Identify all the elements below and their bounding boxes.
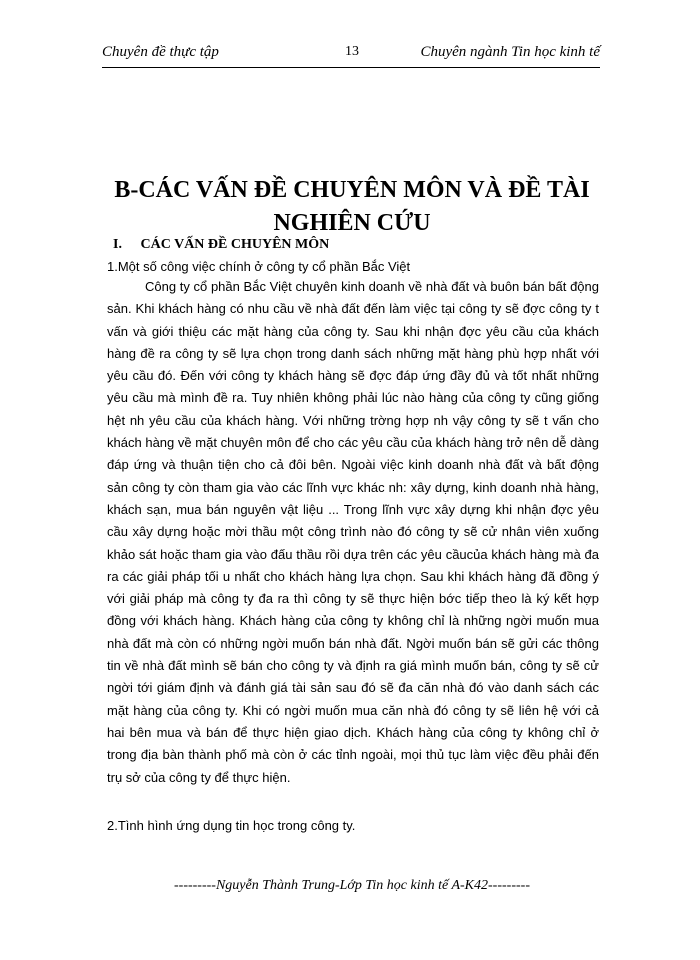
page-number: 13	[345, 44, 359, 59]
header-divider	[102, 67, 600, 68]
title-line-1: B-CÁC VẤN ĐỀ CHUYÊN MÔN VÀ ĐỀ TÀI	[114, 177, 590, 203]
section-number: I.	[113, 237, 122, 252]
subsection-heading-1: 1.Một số công việc chính ở công ty cổ phần Bắc Việt	[107, 259, 411, 274]
page-header	[102, 44, 600, 66]
section-title: CÁC VẤN ĐỀ CHUYÊN MÔN	[140, 237, 330, 252]
header-left-text: Chuyên đề thực tập	[102, 44, 219, 60]
title-line-2: NGHIÊN CỨU	[273, 210, 431, 236]
subsection-heading-2: 2.Tình hình ứng dụng tin học trong công ty.	[107, 818, 356, 833]
section-heading	[113, 237, 329, 253]
body-paragraph: Công ty cổ phần Bắc Việt chuyên kinh doanh về nhà đất và buôn bán bất động sản. Khi khách hàng có nhu cầu về nhà đất đến làm việc tại công ty sẽ đợc công ty t vấn và giới thiệu các mặt hàng của công ty. Sau khi nhận đợc yêu cầu của khách hàng đề ra công ty sẽ lựa chọn trong danh sách những mặt hàng phù hợp nhất với yêu cầu đó. Đến với công ty khách hàng sẽ đợc đáp ứng đầy đủ và tốt nhất những yêu cầu mà mình đề ra. Tuy nhiên không phải lúc nào hàng của công ty cũng giống hệt nh yêu cầu của khách hàng. Với những trờng hợp nh vậy công ty sẽ t vấn cho khách hàng về mặt chuyên môn để cho các yêu cầu của khách hàng trở nên dễ dàng đáp ứng và thuận tiện cho cả đôi bên. Ngoài việc kinh doanh nhà đất và bất động sản công ty còn tham gia vào các lĩnh vực khác nh: xây dựng, kinh doanh nhà hàng, khách sạn, mua bán nguyên vật liệu ... Trong lĩnh vực xây dựng khi nhận đợc yêu cầu xây dựng hoặc mời thầu một công trình nào đó công ty sẽ cử nhân viên xuống khảo sát hoặc tham gia vào đấu thầu rồi dựa trên các yêu cầucủa khách hàng mà đa ra các giải pháp tối u nhất cho khách hàng lựa chọn. Sau khi khách hàng đã đồng ý với giải pháp mà công ty đa ra thì công ty sẽ thực hiện bớc tiếp theo là ký kết hợp đồng với khách hàng. Khách hàng của công ty không chỉ là những ngời muốn mua nhà đất mà còn có những ngời muốn bán nhà đất. Ngời muốn bán sẽ gửi các thông tin về nhà đất mình sẽ bán cho công ty và định ra giá mình muốn bán, công ty sẽ cử ngời tới giám định và đánh giá tài sản sau đó sẽ đa căn nhà đó vào danh sách các mặt hàng của công ty. Khi có ngời muốn mua căn nhà đó công ty sẽ liên hệ với cả hai bên mua và bán để thực hiện giao dịch. Khách hàng của công ty không chỉ ở trong địa bàn thành phố mà còn ở các tỉnh ngoài, mọi thủ tục làm việc đều phải đến trụ sở của công ty để thực hiện.	[107, 279, 599, 785]
body-text	[107, 276, 599, 789]
document-title	[102, 174, 602, 240]
page-footer: ---------Nguyễn Thành Trung-Lớp Tin học kinh tế A-K42---------	[174, 878, 530, 893]
header-right-text: Chuyên ngành Tin học kinh tế	[420, 44, 600, 60]
